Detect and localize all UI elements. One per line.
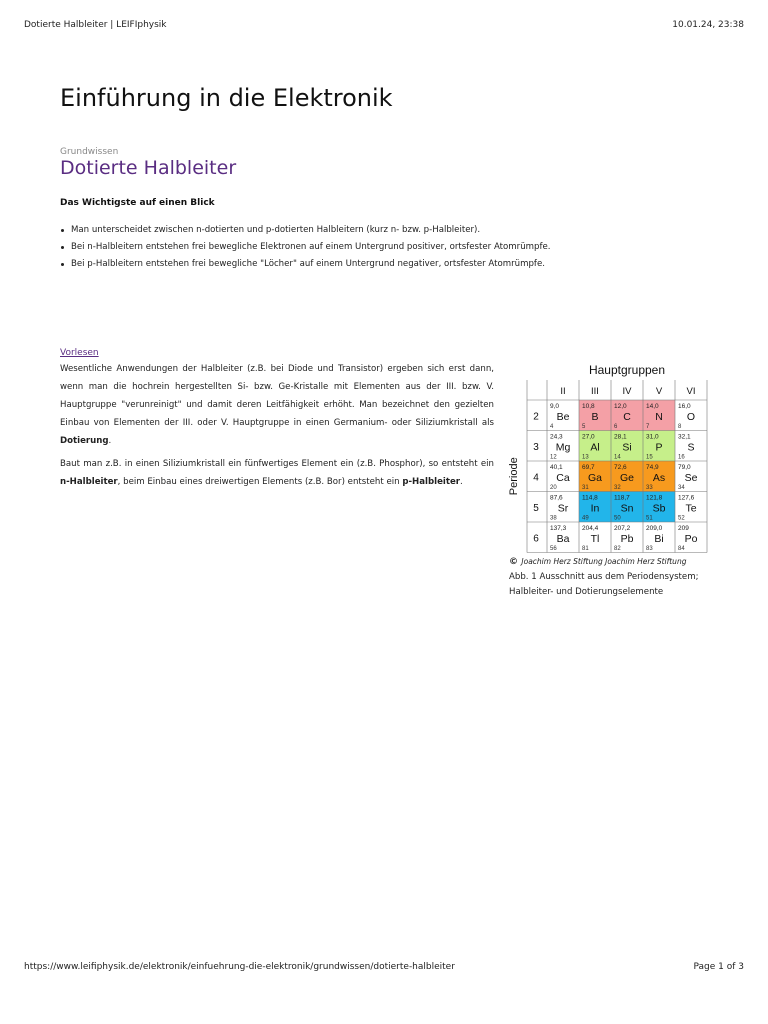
paragraph-end: . [108,436,112,446]
element-symbol: Al [590,441,600,454]
atomic-number: 16 [678,454,685,461]
term-p-halbleiter: p-Halbleiter [402,477,461,487]
page-title: Einführung in die Elektronik [60,84,393,112]
atomic-number: 49 [582,515,589,522]
atomic-mass: 121,8 [646,494,663,502]
paragraph-text: Wesentliche Anwendungen der Halbleiter (z.B. bei Diode und Transistor) ergeben sich erst dann, wenn man die hochrein hergestellten Si- bzw. Ge-Kristalle mit Elementen aus der III. bzw. V. Hauptgruppe "verunreinigt" und damit deren Leitfähigkeit erhöht. Man bezeichnet den gezielten Einbau von Elementen der III. oder V. Hauptgruppe in einen Germanium- oder Siliziumkristall als [60,364,494,428]
copyright-icon: © [509,557,518,567]
print-footer-url: https://www.leifiphysik.de/elektronik/einfuehrung-die-elektronik/grundwissen/dotierte-halbleiter [24,962,455,972]
element-symbol: Sb [652,502,666,515]
element-symbol: Be [556,411,570,423]
paragraph-text: Baut man z.B. in einen Siliziumkristall ein fünfwertiges Element ein (z.B. Phosphor), so entsteht ein [60,459,494,469]
group-label: II [560,386,566,397]
atomic-mass: 28,1 [614,433,627,441]
atomic-number: 51 [646,515,653,522]
element-symbol: C [623,411,631,423]
atomic-mass: 127,6 [678,494,695,502]
vorlesen-link[interactable]: Vorlesen [60,348,99,358]
atomic-number: 15 [646,454,653,461]
atomic-mass: 16,0 [678,403,691,410]
group-label: III [591,386,599,397]
period-label: 6 [533,533,539,545]
element-symbol: Ge [619,472,635,484]
group-label: VI [686,386,696,397]
paragraph-n-p-halbleiter [60,455,494,491]
atomic-mass: 74,9 [646,464,659,471]
group-label: IV [622,386,632,397]
atomic-mass: 79,0 [678,464,691,471]
atomic-number: 14 [614,454,621,461]
period-axis-label: Periode [508,457,520,496]
element-symbol: In [590,502,600,515]
atomic-number: 82 [614,546,621,552]
period-label: 4 [533,472,539,484]
element-symbol: Mg [555,441,571,454]
atomic-mass: 204,4 [582,525,599,532]
paragraph-dotierung [60,360,494,450]
section-title: Dotierte Halbleiter [60,157,237,179]
copyright-text: Joachim Herz Stiftung Joachim Herz Stiftung [521,557,687,566]
element-symbol: S [687,441,695,454]
period-label: 5 [533,502,539,514]
element-symbol: Ca [556,472,570,484]
atomic-number: 34 [678,485,685,491]
element-symbol: Pb [620,533,634,545]
summary-item: Bei p-Halbleitern entstehen frei bewegliche "Löcher" auf einem Untergrund negativer, ortsfester Atomrümpfe. [60,256,720,273]
atomic-mass: 14,0 [646,403,659,410]
copyright-line [509,557,686,567]
print-header-datetime: 10.01.24, 23:38 [672,20,744,30]
atomic-mass: 40,1 [550,464,563,471]
atomic-mass: 27,0 [582,433,595,441]
atomic-number: 83 [646,546,653,552]
paragraph-text: , beim Einbau eines dreiwertigen Elements (z.B. Bor) entsteht ein [117,477,403,487]
group-label: V [655,386,663,397]
atomic-number: 4 [550,424,554,430]
atomic-number: 56 [550,546,557,552]
figure-caption: Abb. 1 Ausschnitt aus dem Periodensystem; Halbleiter- und Dotierungselemente [509,572,699,597]
atomic-number: 52 [678,515,685,522]
atomic-mass: 9,0 [550,403,560,410]
atomic-mass: 209 [678,525,689,532]
atomic-number: 6 [614,424,618,430]
atomic-mass: 209,0 [646,525,663,532]
summary-item: Man unterscheidet zwischen n-dotierten und p-dotierten Halbleitern (kurz n- bzw. p-Halbleiter). [60,222,720,239]
atomic-number: 84 [678,546,685,552]
atomic-number: 38 [550,515,557,522]
atomic-mass: 24,3 [550,433,563,441]
element-symbol: As [652,472,666,484]
term-dotierung: Dotierung [60,436,109,446]
print-header-title: Dotierte Halbleiter | LEIFIphysik [24,20,167,30]
atomic-number: 12 [550,454,557,461]
atomic-mass: 31,0 [646,433,659,441]
atomic-mass: 137,3 [550,525,567,532]
element-symbol: Si [622,441,632,454]
term-n-halbleiter: n-Halbleiter [60,477,118,487]
atomic-mass: 207,2 [614,525,631,532]
atomic-number: 31 [582,485,589,491]
periodic-table-excerpt [505,360,720,555]
atomic-number: 13 [582,454,589,461]
element-symbol: Tl [590,533,600,545]
element-symbol: Sn [620,502,634,515]
atomic-number: 81 [582,546,589,552]
print-header [24,20,744,30]
section-kicker: Grundwissen [60,147,119,157]
summary-heading: Das Wichtigste auf einen Blick [60,198,215,208]
element-symbol: B [591,411,599,423]
atomic-mass: 12,0 [614,403,627,410]
summary-list [60,222,720,273]
element-symbol: Ba [556,533,570,545]
atomic-number: 20 [550,485,557,491]
element-symbol: Sr [557,502,569,515]
atomic-number: 50 [614,515,621,522]
summary-item: Bei n-Halbleitern entstehen frei bewegliche Elektronen auf einem Untergrund positiver, ortsfester Atomrümpfe. [60,239,720,256]
element-symbol: N [655,411,663,423]
atomic-mass: 114,8 [582,494,598,502]
period-label: 2 [533,411,539,423]
atomic-mass: 10,8 [582,403,595,410]
atomic-mass: 72,6 [614,464,627,471]
element-symbol: Po [684,533,698,545]
element-symbol: Bi [654,533,664,545]
atomic-mass: 118,7 [614,494,630,502]
element-symbol: Te [685,502,697,515]
table-title: Hauptgruppen [588,363,666,377]
print-footer-page: Page 1 of 3 [693,962,744,972]
atomic-number: 33 [646,485,653,491]
periodic-table-figure [505,360,720,555]
atomic-mass: 87,6 [550,494,563,502]
element-symbol: Ga [587,472,603,484]
paragraph-end: . [460,477,463,487]
element-symbol: O [686,411,696,423]
atomic-number: 32 [614,485,621,491]
atomic-number: 8 [678,424,682,430]
atomic-number: 7 [646,424,650,430]
period-label: 3 [533,441,539,453]
atomic-mass: 32,1 [678,433,691,441]
atomic-number: 5 [582,424,586,430]
atomic-mass: 69,7 [582,464,595,471]
element-symbol: Se [684,472,698,484]
element-symbol: P [655,441,663,454]
print-footer [24,962,744,972]
